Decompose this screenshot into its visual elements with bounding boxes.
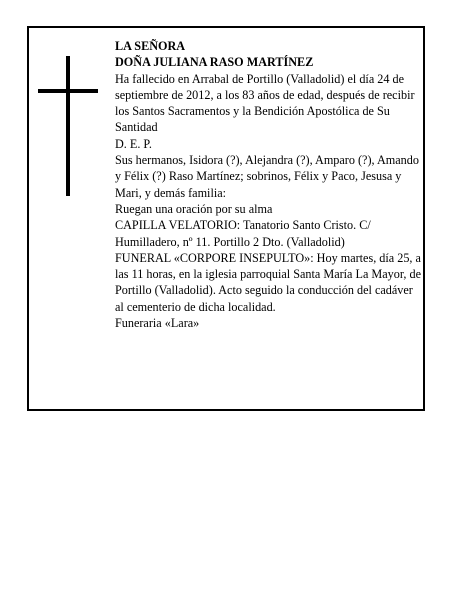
cross-horizontal-bar	[38, 89, 98, 93]
prayer-request: Ruegan una oración por su alma	[115, 201, 273, 216]
notice-text	[115, 38, 423, 331]
cross-vertical-bar	[66, 56, 70, 196]
wake-details: CAPILLA VELATORIO: Tanatorio Santo Cristo. C/ Humilladero, nº 11. Portillo 2 Dto. (Valladolid)	[115, 218, 371, 249]
heading-title: LA SEÑORA	[115, 39, 186, 53]
latin-cross-icon	[38, 56, 98, 196]
funeral-details: FUNERAL «CORPORE INSEPULTO»: Hoy martes, día 25, a las 11 horas, en la iglesia parroquial Santa María La Mayor, de Portillo (Valladolid). Acto seguido la conducción del cadáver al cementerio de dicha localidad.	[115, 250, 422, 314]
deceased-name: DOÑA JULIANA RASO MARTÍNEZ	[115, 55, 314, 70]
dep-abbreviation: D. E. P.	[115, 136, 152, 151]
funeral-home: Funeraria «Lara»	[115, 316, 200, 331]
death-statement: Ha fallecido en Arrabal de Portillo (Valladolid) el día 24 de septiembre de 2012, a los 83 años de edad, después de recibir los Santos Sacramentos y la Bendición Apostólica de Su Santidad	[115, 71, 415, 135]
family-list: Sus hermanos, Isidora (?), Alejandra (?), Amparo (?), Amando y Félix (?) Raso Martínez; sobrinos, Félix y Paco, Jesusa y Mari, y demás familia:	[115, 153, 419, 200]
